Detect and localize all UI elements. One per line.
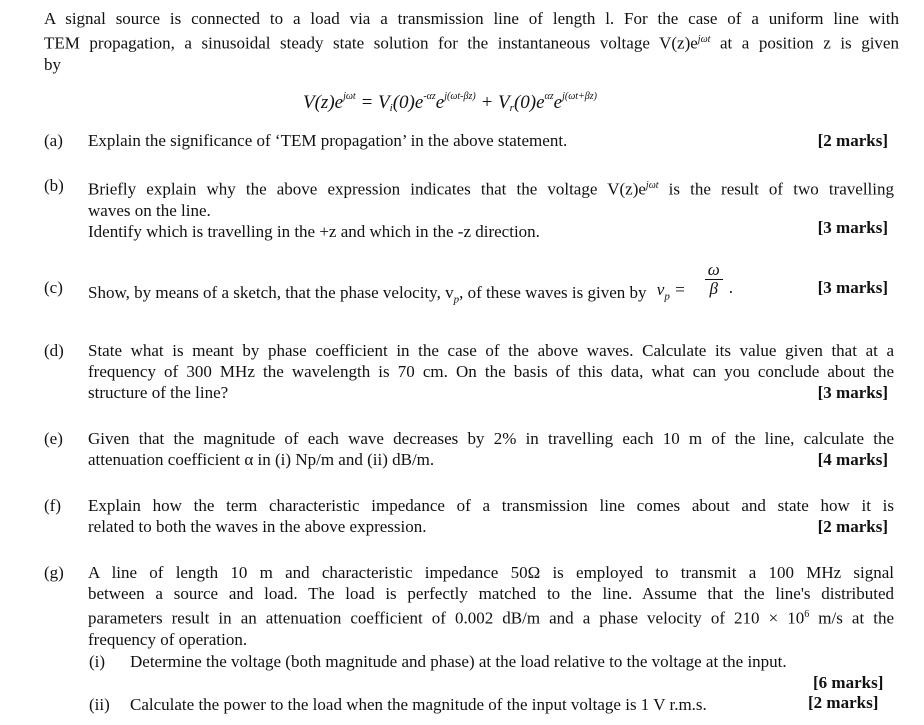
voltage-equation: $V(z)e^{j\omega t} = V_i(0)e^{-\alpha z}e^{j(\omega t-\beta z)} + V_r(0)e^{\alpha z}e^{j(\omega t+\beta z)}$ <box>303 91 598 114</box>
question-label: (c) <box>44 278 63 297</box>
question-text: frequency of operation. <box>88 629 248 649</box>
question-label: (a) <box>44 131 63 150</box>
question-label: (d) <box>44 341 64 360</box>
subquestion-text: Determine the voltage (both magnitude and phase) at the load relative to the voltage at the input. <box>130 652 787 671</box>
phase-velocity-formula: $v_p$ = $\frac{\omega}{\beta}$ . <box>656 260 734 303</box>
marks-badge: [2 marks] <box>817 131 888 150</box>
question-text: State what is meant by phase coefficient in the case of the above waves. Calculate its value given that at a <box>88 341 894 360</box>
subquestion-text: Calculate the power to the load when the magnitude of the input voltage is 1 V r.m.s. <box>130 695 707 714</box>
marks-badge: [2 marks] <box>808 693 879 712</box>
question-text: Show, by means of a sketch, that the phase velocity, $v_p$, of these waves is given by $v_p$ = $\frac{\omega}{\beta}$ . <box>88 277 894 310</box>
intro-paragraph <box>44 8 899 75</box>
question-text: Explain the significance of ‘TEM propagation’ in the above statement. <box>88 131 568 150</box>
subquestion-label: (ii) <box>89 695 110 714</box>
question-label: (g) <box>44 563 64 582</box>
question-text: A line of length 10 m and characteristic impedance 50Ω is employed to transmit a 100 MHz signal <box>88 563 894 582</box>
question-text: Identify which is travelling in the +z and which in the -z direction. <box>88 221 540 241</box>
question-text: related to both the waves in the above expression. <box>88 517 427 536</box>
intro-line-1: A signal source is connected to a load via a transmission line of length l. For the case of a uniform line with <box>44 9 899 28</box>
marks-badge: [4 marks] <box>817 450 888 469</box>
marks-badge: [3 marks] <box>817 383 888 402</box>
subquestion-label: (i) <box>89 652 106 671</box>
question-text: Explain how the term characteristic impedance of a transmission line comes about and state how it is <box>88 496 894 515</box>
question-text: waves on the line. <box>88 200 211 220</box>
question-text: Given that the magnitude of each wave decreases by 2% in travelling each 10 m of the line, calculate the <box>88 429 894 448</box>
question-label: (b) <box>44 176 64 195</box>
question-label: (f) <box>44 496 61 515</box>
intro-line-3: by <box>44 54 61 74</box>
marks-badge: [3 marks] <box>817 218 888 237</box>
marks-badge: [2 marks] <box>817 517 888 536</box>
question-text: between a source and load. The load is perfectly matched to the line. Assume that the line's distributed <box>88 584 894 603</box>
marks-badge: [3 marks] <box>817 278 888 297</box>
question-label: (e) <box>44 429 63 448</box>
marks-badge: [6 marks] <box>813 673 884 692</box>
question-text: Briefly explain why the above expression indicates that the voltage $V(z)e^{j\omega t}$ is the result of two travelling <box>88 179 894 199</box>
question-text: structure of the line? <box>88 383 229 402</box>
question-text: frequency of 300 MHz the wavelength is 70 cm. On the basis of this data, what can you conclude about the <box>88 362 894 381</box>
question-text: parameters result in an attenuation coefficient of 0.002 dB/m and a phase velocity of $210 \times 10^6$ m/s at the <box>88 608 894 628</box>
intro-line-2: TEM propagation, a sinusoidal steady state solution for the instantaneous voltage $V(z)e^{j\omega t}$ at a position z is given <box>44 33 899 53</box>
question-text: attenuation coefficient α in (i) Np/m and (ii) dB/m. <box>88 450 435 469</box>
